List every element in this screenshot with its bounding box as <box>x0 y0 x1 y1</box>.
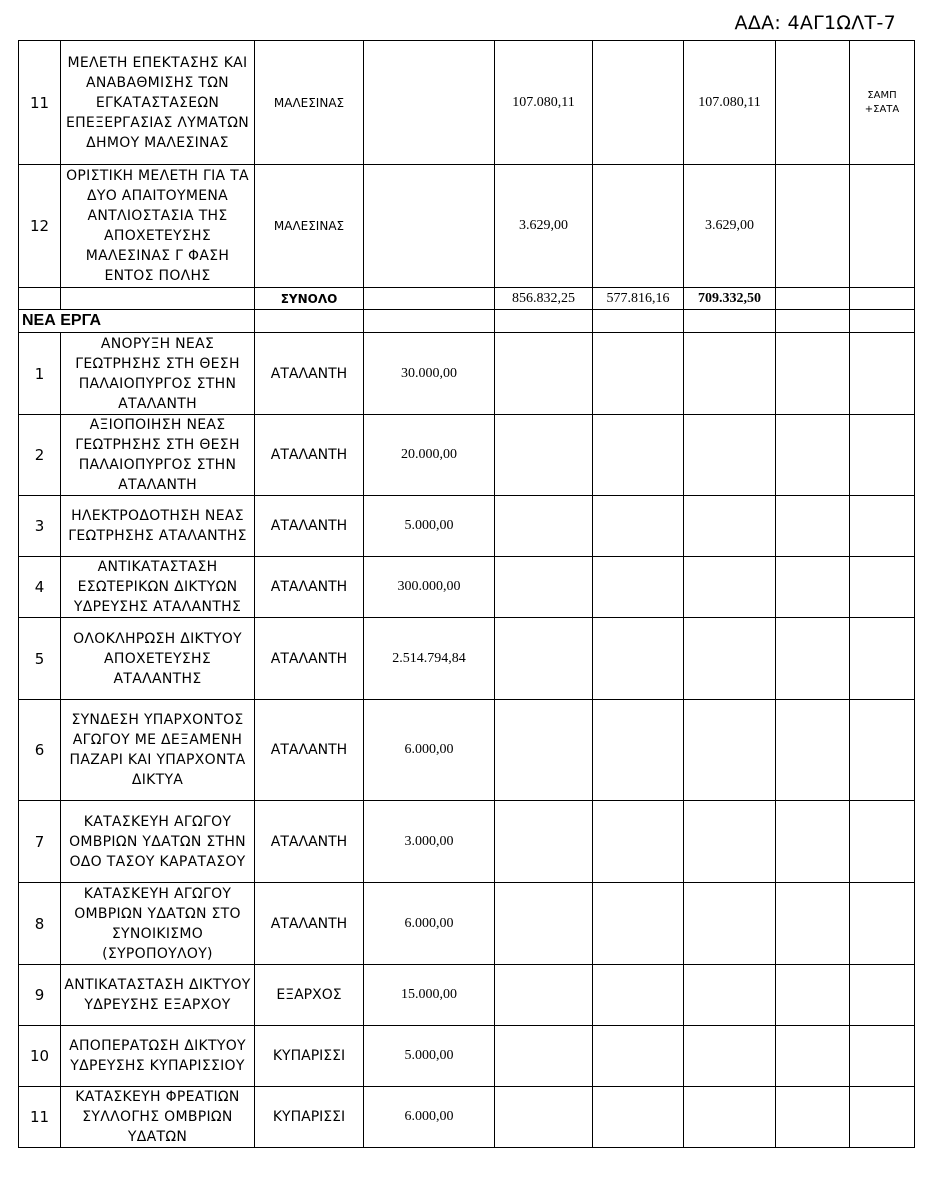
project-title: ΑΠΟΠΕΡΑΤΩΣΗ ΔΙΚΤΥΟΥ ΥΔΡΕΥΣΗΣ ΚΥΠΑΡΙΣΣΙΟΥ <box>61 1026 255 1087</box>
row-number: 2 <box>19 415 61 496</box>
empty-cell <box>593 1087 684 1148</box>
empty-cell <box>495 1087 593 1148</box>
empty-cell <box>593 310 684 333</box>
amount-cell: 107.080,11 <box>684 41 776 165</box>
project-location: ΜΑΛΕΣΙΝΑΣ <box>255 41 364 165</box>
empty-cell <box>850 310 915 333</box>
empty-cell <box>61 288 255 310</box>
total-amount: 856.832,25 <box>495 288 593 310</box>
empty-cell <box>684 700 776 801</box>
empty-cell <box>684 1026 776 1087</box>
row-number: 9 <box>19 965 61 1026</box>
project-title: ΚΑΤΑΣΚΕΥΗ ΦΡΕΑΤΙΩΝ ΣΥΛΛΟΓΗΣ ΟΜΒΡΙΩΝ ΥΔΑΤΩΝ <box>61 1087 255 1148</box>
empty-cell <box>850 288 915 310</box>
empty-cell <box>495 700 593 801</box>
project-location: ΑΤΑΛΑΝΤΗ <box>255 801 364 883</box>
empty-cell <box>684 965 776 1026</box>
project-location: ΑΤΑΛΑΝΤΗ <box>255 333 364 415</box>
amount-cell: 5.000,00 <box>364 496 495 557</box>
table-row <box>19 1026 915 1087</box>
empty-cell <box>593 883 684 965</box>
table-row <box>19 801 915 883</box>
empty-cell <box>19 288 61 310</box>
project-title: ΑΝΤΙΚΑΤΑΣΤΑΣΗ ΕΣΩΤΕΡΙΚΩΝ ΔΙΚΤΥΩΝ ΥΔΡΕΥΣΗΣ ΑΤΑΛΑΝΤΗΣ <box>61 557 255 618</box>
project-title: ΣΥΝΔΕΣΗ ΥΠΑΡΧΟΝΤΟΣ ΑΓΩΓΟΥ ΜΕ ΔΕΞΑΜΕΝΗ ΠΑΖΑΡΙ ΚΑΙ ΥΠΑΡΧΟΝΤΑ ΔΙΚΤΥΑ <box>61 700 255 801</box>
total-label: ΣΥΝΟΛΟ <box>255 288 364 310</box>
row-number: 6 <box>19 700 61 801</box>
empty-cell <box>684 618 776 700</box>
empty-cell <box>255 310 364 333</box>
project-title: ΚΑΤΑΣΚΕΥΗ ΑΓΩΓΟΥ ΟΜΒΡΙΩΝ ΥΔΑΤΩΝ ΣΤΟ ΣΥΝΟΙΚΙΣΜΟ (ΣΥΡΟΠΟΥΛΟΥ) <box>61 883 255 965</box>
table-row <box>19 618 915 700</box>
empty-cell <box>850 700 915 801</box>
empty-cell <box>850 415 915 496</box>
project-location: ΑΤΑΛΑΝΤΗ <box>255 557 364 618</box>
amount-cell: 6.000,00 <box>364 1087 495 1148</box>
row-number: 12 <box>19 165 61 288</box>
project-title: ΟΡΙΣΤΙΚΗ ΜΕΛΕΤΗ ΓΙΑ ΤΑ ΔΥΟ ΑΠΑΙΤΟΥΜΕΝΑ ΑΝΤΛΙΟΣΤΑΣΙΑ ΤΗΣ ΑΠΟΧΕΤΕΥΣΗΣ ΜΑΛΕΣΙΝΑΣ Γ ΦΑΣΗ ΕΝΤΟΣ ΠΟΛΗΣ <box>61 165 255 288</box>
amount-cell <box>593 165 684 288</box>
empty-cell <box>364 310 495 333</box>
empty-cell <box>593 618 684 700</box>
empty-cell <box>684 883 776 965</box>
empty-cell <box>776 310 850 333</box>
table-row <box>19 415 915 496</box>
amount-cell <box>776 41 850 165</box>
project-title: ΗΛΕΚΤΡΟΔΟΤΗΣΗ ΝΕΑΣ ΓΕΩΤΡΗΣΗΣ ΑΤΑΛΑΝΤΗΣ <box>61 496 255 557</box>
project-location: ΚΥΠΑΡΙΣΣΙ <box>255 1026 364 1087</box>
project-location: ΜΑΛΕΣΙΝΑΣ <box>255 165 364 288</box>
table-row <box>19 557 915 618</box>
project-location: ΑΤΑΛΑΝΤΗ <box>255 415 364 496</box>
empty-cell <box>850 557 915 618</box>
project-location: ΑΤΑΛΑΝΤΗ <box>255 700 364 801</box>
table-row <box>19 165 915 288</box>
amount-cell: 20.000,00 <box>364 415 495 496</box>
amount-cell: 6.000,00 <box>364 883 495 965</box>
row-number: 4 <box>19 557 61 618</box>
empty-cell <box>684 801 776 883</box>
row-number: 11 <box>19 41 61 165</box>
empty-cell <box>776 333 850 415</box>
amount-cell <box>593 41 684 165</box>
empty-cell <box>776 801 850 883</box>
empty-cell <box>776 965 850 1026</box>
amount-cell: 300.000,00 <box>364 557 495 618</box>
empty-cell <box>495 310 593 333</box>
empty-cell <box>850 496 915 557</box>
total-row <box>19 288 915 310</box>
amount-cell: 2.514.794,84 <box>364 618 495 700</box>
empty-cell <box>593 801 684 883</box>
empty-cell <box>593 333 684 415</box>
empty-cell <box>776 415 850 496</box>
empty-cell <box>850 965 915 1026</box>
amount-cell: 107.080,11 <box>495 41 593 165</box>
empty-cell <box>495 557 593 618</box>
empty-cell <box>593 557 684 618</box>
section-title: ΝΕΑ ΕΡΓΑ <box>19 310 255 333</box>
amount-cell: 3.000,00 <box>364 801 495 883</box>
empty-cell <box>850 801 915 883</box>
empty-cell <box>776 1087 850 1148</box>
amount-cell: 5.000,00 <box>364 1026 495 1087</box>
project-location: ΕΞΑΡΧΟΣ <box>255 965 364 1026</box>
amount-cell <box>364 165 495 288</box>
table-row <box>19 1087 915 1148</box>
table-row <box>19 41 915 165</box>
project-title: ΑΝΟΡΥΞΗ ΝΕΑΣ ΓΕΩΤΡΗΣΗΣ ΣΤΗ ΘΕΣΗ ΠΑΛΑΙΟΠΥΡΓΟΣ ΣΤΗΝ ΑΤΑΛΑΝΤΗ <box>61 333 255 415</box>
empty-cell <box>495 618 593 700</box>
table-row <box>19 333 915 415</box>
amount-cell <box>776 165 850 288</box>
projects-table <box>18 40 915 1148</box>
total-amount: 709.332,50 <box>684 288 776 310</box>
row-number: 8 <box>19 883 61 965</box>
amount-cell <box>364 41 495 165</box>
project-title: ΚΑΤΑΣΚΕΥΗ ΑΓΩΓΟΥ ΟΜΒΡΙΩΝ ΥΔΑΤΩΝ ΣΤΗΝ ΟΔΟ ΤΑΣΟΥ ΚΑΡΑΤΑΣΟΥ <box>61 801 255 883</box>
empty-cell <box>495 333 593 415</box>
project-title: ΜΕΛΕΤΗ ΕΠΕΚΤΑΣΗΣ ΚΑΙ ΑΝΑΒΑΘΜΙΣΗΣ ΤΩΝ ΕΓΚΑΤΑΣΤΑΣΕΩΝ ΕΠΕΞΕΡΓΑΣΙΑΣ ΛΥΜΑΤΩΝ ΔΗΜΟΥ ΜΑΛΕΣΙΝΑΣ <box>61 41 255 165</box>
empty-cell <box>593 1026 684 1087</box>
table-row <box>19 965 915 1026</box>
empty-cell <box>684 310 776 333</box>
row-number: 5 <box>19 618 61 700</box>
row-number: 11 <box>19 1087 61 1148</box>
empty-cell <box>684 557 776 618</box>
project-location: ΑΤΑΛΑΝΤΗ <box>255 496 364 557</box>
empty-cell <box>593 415 684 496</box>
empty-cell <box>364 288 495 310</box>
project-location: ΑΤΑΛΑΝΤΗ <box>255 618 364 700</box>
empty-cell <box>776 700 850 801</box>
empty-cell <box>593 496 684 557</box>
empty-cell <box>495 883 593 965</box>
project-title: ΑΞΙΟΠΟΙΗΣΗ ΝΕΑΣ ΓΕΩΤΡΗΣΗΣ ΣΤΗ ΘΕΣΗ ΠΑΛΑΙΟΠΥΡΓΟΣ ΣΤΗΝ ΑΤΑΛΑΝΤΗ <box>61 415 255 496</box>
empty-cell <box>684 1087 776 1148</box>
empty-cell <box>850 1026 915 1087</box>
empty-cell <box>684 333 776 415</box>
empty-cell <box>776 557 850 618</box>
amount-cell: 3.629,00 <box>495 165 593 288</box>
empty-cell <box>776 496 850 557</box>
empty-cell <box>850 1087 915 1148</box>
empty-cell <box>776 883 850 965</box>
project-location: ΑΤΑΛΑΝΤΗ <box>255 883 364 965</box>
empty-cell <box>850 618 915 700</box>
empty-cell <box>776 618 850 700</box>
amount-cell: 6.000,00 <box>364 700 495 801</box>
empty-cell <box>495 496 593 557</box>
empty-cell <box>495 1026 593 1087</box>
funding-source <box>850 165 915 288</box>
empty-cell <box>495 415 593 496</box>
empty-cell <box>776 288 850 310</box>
empty-cell <box>684 496 776 557</box>
empty-cell <box>495 965 593 1026</box>
row-number: 10 <box>19 1026 61 1087</box>
table-row <box>19 496 915 557</box>
empty-cell <box>850 883 915 965</box>
total-amount: 577.816,16 <box>593 288 684 310</box>
empty-cell <box>593 965 684 1026</box>
table-row <box>19 883 915 965</box>
empty-cell <box>495 801 593 883</box>
empty-cell <box>593 700 684 801</box>
funding-source: ΣΑΜΠ +ΣΑΤΑ <box>850 41 915 165</box>
amount-cell: 15.000,00 <box>364 965 495 1026</box>
empty-cell <box>776 1026 850 1087</box>
project-title: ΑΝΤΙΚΑΤΑΣΤΑΣΗ ΔΙΚΤΥΟΥ ΥΔΡΕΥΣΗΣ ΕΞΑΡΧΟΥ <box>61 965 255 1026</box>
amount-cell: 30.000,00 <box>364 333 495 415</box>
project-title: ΟΛΟΚΛΗΡΩΣΗ ΔΙΚΤΥΟΥ ΑΠΟΧΕΤΕΥΣΗΣ ΑΤΑΛΑΝΤΗΣ <box>61 618 255 700</box>
table-row <box>19 700 915 801</box>
amount-cell: 3.629,00 <box>684 165 776 288</box>
row-number: 7 <box>19 801 61 883</box>
ada-code: ΑΔΑ: 4ΑΓ1ΩΛΤ-7 <box>734 12 896 34</box>
row-number: 1 <box>19 333 61 415</box>
project-location: ΚΥΠΑΡΙΣΣΙ <box>255 1087 364 1148</box>
section-row <box>19 310 915 333</box>
empty-cell <box>684 415 776 496</box>
empty-cell <box>850 333 915 415</box>
row-number: 3 <box>19 496 61 557</box>
